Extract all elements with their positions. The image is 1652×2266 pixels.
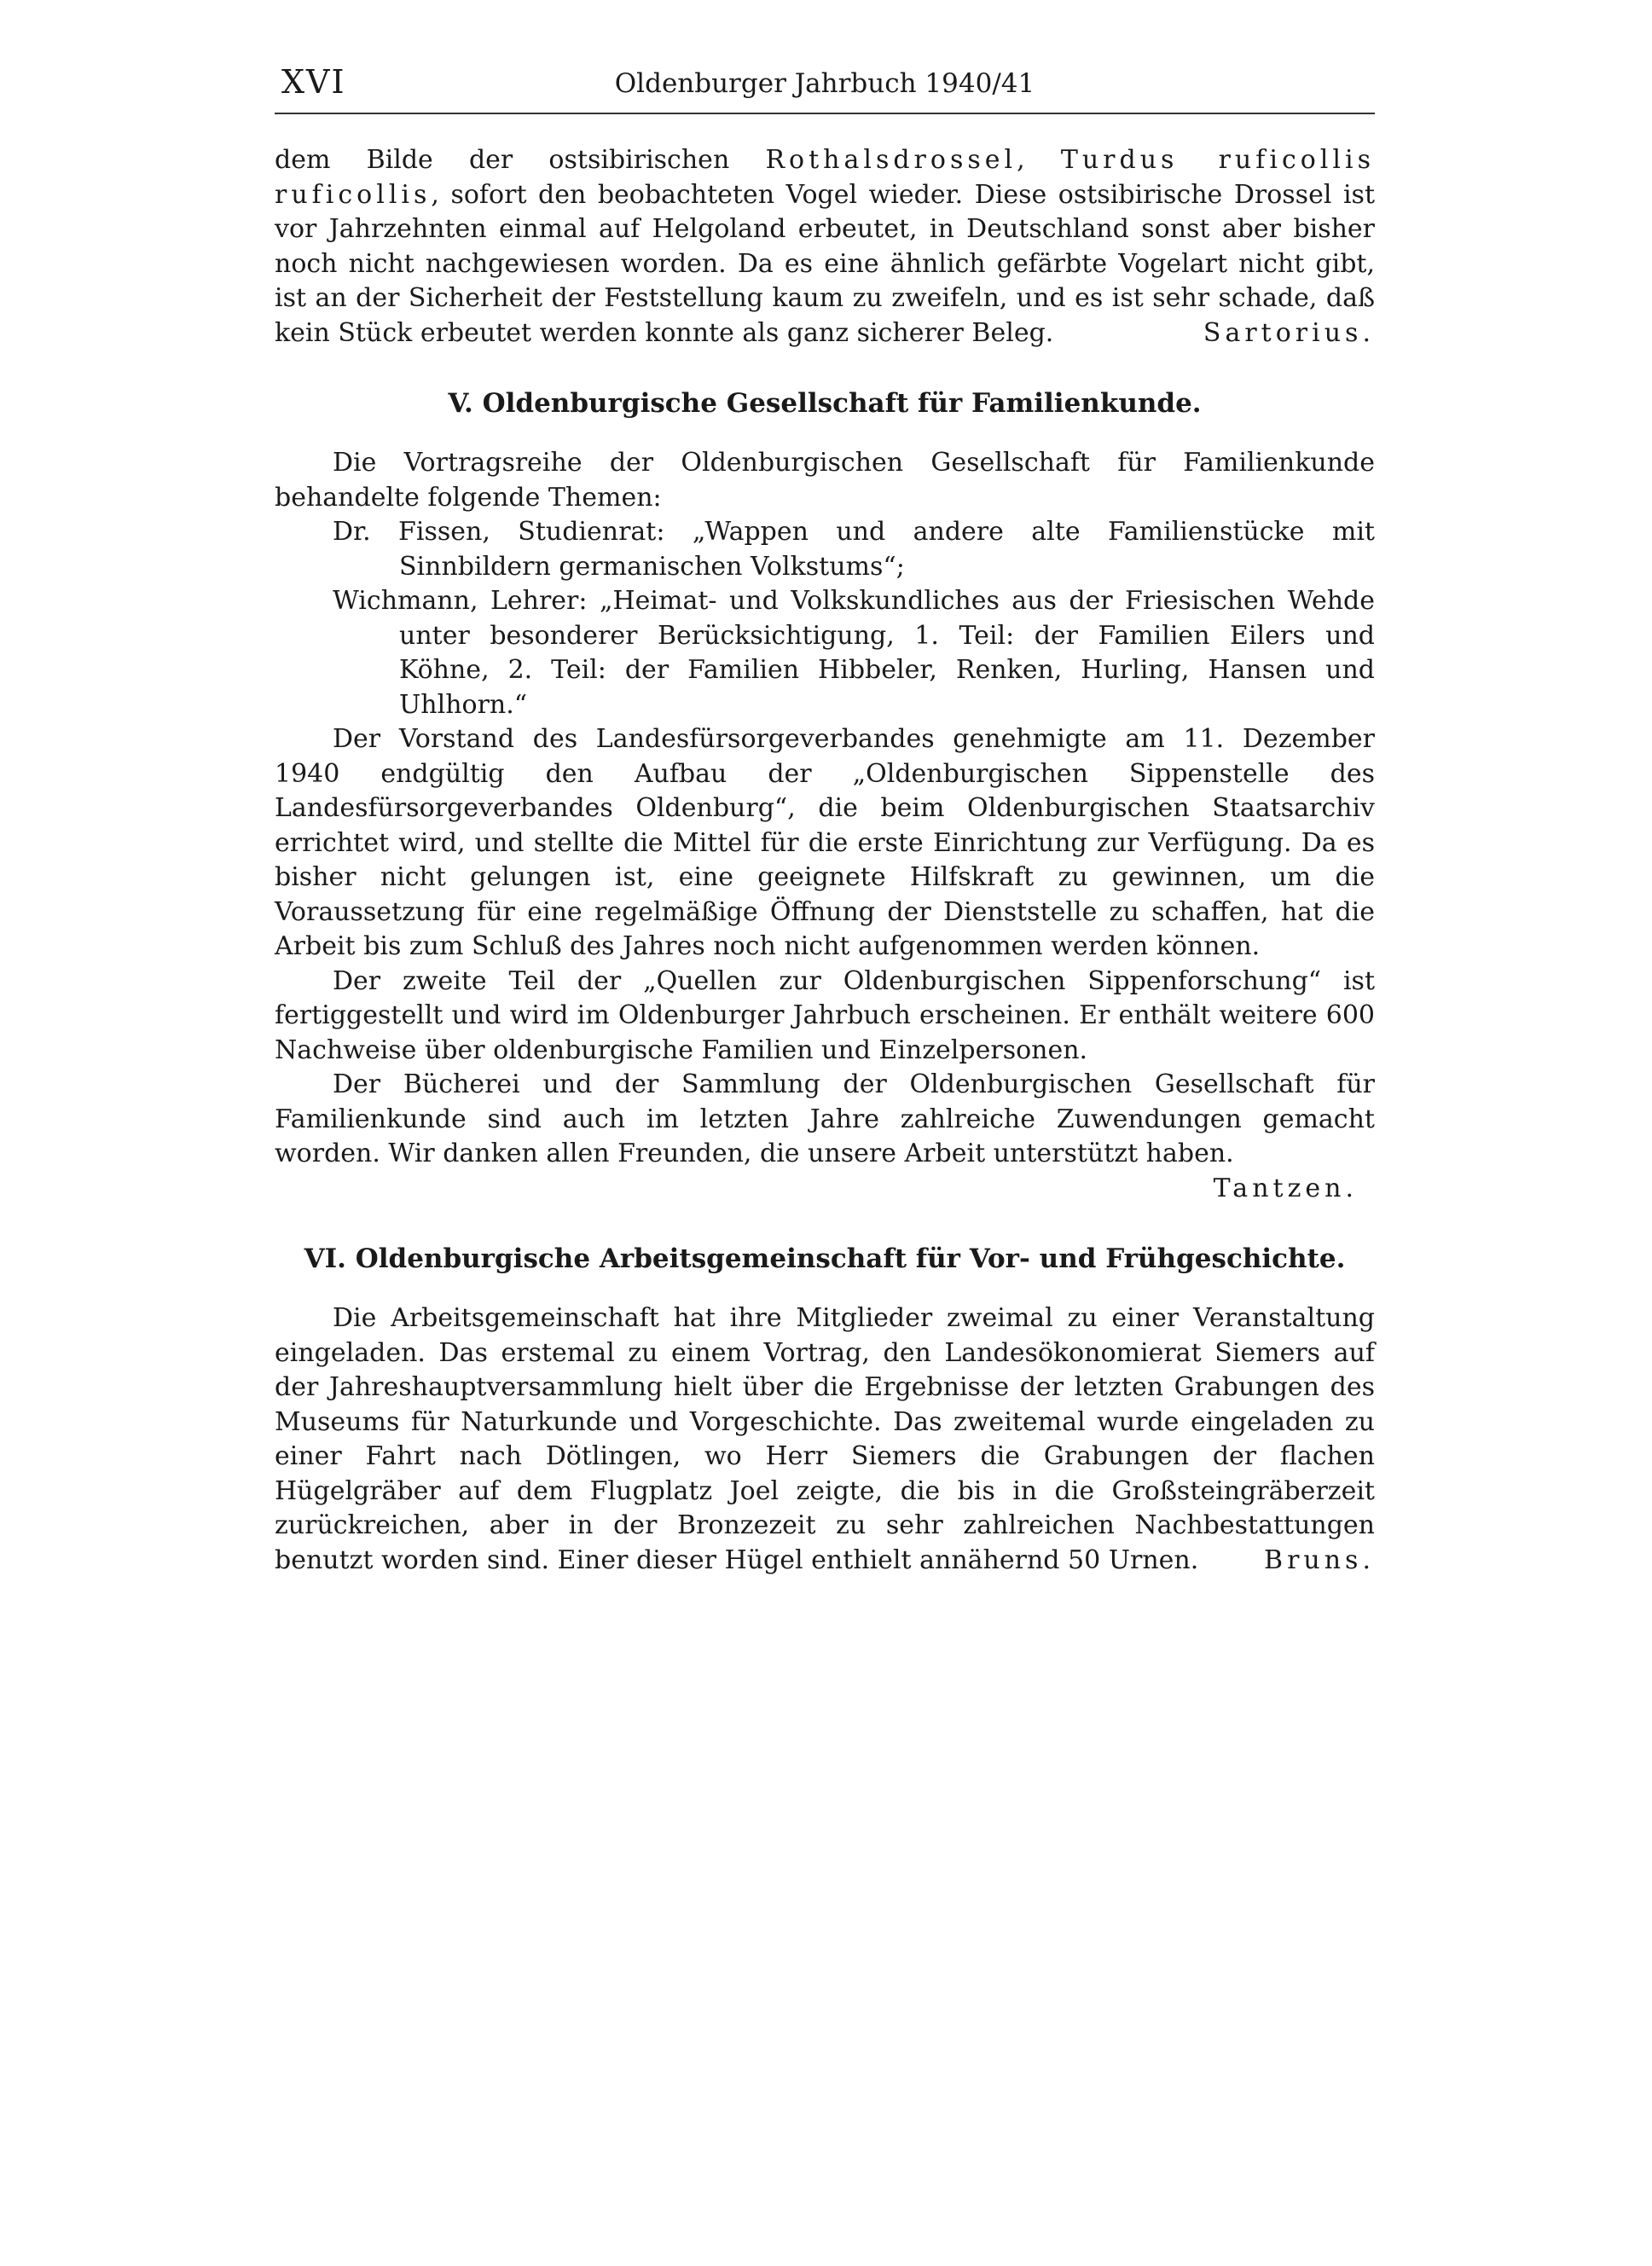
journal-title: Oldenburger Jahrbuch 1940/41 [614, 68, 1035, 99]
running-head [275, 60, 1375, 114]
intro-text-a: dem Bilde der ostsibirischen [275, 145, 766, 175]
section-vi-heading: VI. Oldenburgische Arbeitsgemeinschaft für Vor- und Frühgeschichte. [304, 1243, 1346, 1274]
intro-text-c: , sofort den beobachteten Vogel wieder. Diese ostsibirische Drossel ist vor Jahrzehnten einmal auf Helgoland erbeutet, in Deutschland sonst aber bisher noch nicht nachgewiesen worden. Da es eine ähnlich gefärbte Vogelart nicht gibt, ist an der Sicherheit der Feststellung kaum zu zweifeln, und es ist sehr schade, daß kein Stück erbeutet werden konnte als ganz sicherer Beleg. [275, 179, 1375, 348]
page-number: XVI [281, 63, 346, 101]
signature-sartorius: Sartorius. [1203, 317, 1375, 348]
section-v-item1: Dr. Fissen, Studienrat: „Wappen und andere alte Familienstücke mit Sinnbildern germanischen Volkstums“; [333, 517, 1375, 582]
species-name: Rothalsdrossel [765, 145, 1017, 175]
section-v-para3: Der zweite Teil der „Quellen zur Oldenburgischen Sippenforschung“ ist fertiggestellt und wird im Oldenburger Jahrbuch erscheinen. Er enthält weitere 600 Nachweise über oldenburgische Familien und Einzelpersonen. [275, 965, 1375, 1065]
section-v-heading: V. Oldenburgische Gesellschaft für Familienkunde. [448, 388, 1202, 419]
signature-tantzen: Tantzen. [1213, 1173, 1358, 1203]
section-v-para2: Der Vorstand des Landesfürsorgeverbandes genehmigte am 11. Dezember 1940 endgültig den Aufbau der „Oldenburgischen Sippenstelle des Landesfürsorgeverbandes Oldenburg“, die beim Oldenburgischen Staatsarchiv errichtet wird, und stellte die Mittel für die erste Einrichtung zur Verfügung. Da es bisher nicht gelungen ist, eine geeignete Hilfskraft zu gewinnen, um die Voraussetzung für eine regelmäßige Öffnung der Dienststelle zu schaffen, hat die Arbeit bis zum Schluß des Jahres noch nicht aufgenommen werden können. [275, 724, 1375, 961]
book-page [275, 60, 1375, 1578]
section-vi-text: Die Arbeitsgemeinschaft hat ihre Mitglieder zweimal zu einer Veranstaltung eingeladen. Das erstemal zu einem Vortrag, den Landesökonomierat Siemers auf der Jahreshauptversammlung hielt über die Ergebnisse der letzten Grabungen des Museums für Naturkunde und Vorgeschichte. Das zweitemal wurde eingeladen zu einer Fahrt nach Dötlingen, wo Herr Siemers die Grabungen der flachen Hügelgräber auf dem Flugplatz Joel zeigte, die bis in die Großsteingräberzeit zurückreichen, aber in der Bronzezeit zu sehr zahlreichen Nachbestattungen benutzt worden sind. Einer dieser Hügel enthielt annähernd 50 Urnen. [275, 1303, 1375, 1575]
section-v-item2: Wichmann, Lehrer: „Heimat- und Volkskundliches aus der Friesischen Wehde unter besonderer Berücksichtigung, 1. Teil: der Familien Eilers und Köhne, 2. Teil: der Familien Hibbeler, Renken, Hurling, Hansen und Uhlhorn.“ [333, 586, 1375, 720]
section-v-para1: Die Vortragsreihe der Oldenburgischen Gesellschaft für Familienkunde behandelte folgende Themen: [275, 448, 1375, 513]
section-v-para4: Der Bücherei und der Sammlung der Oldenburgischen Gesellschaft für Familienkunde sind auch im letzten Jahre zahlreiche Zuwendungen gemacht worden. Wir danken allen Freunden, die unsere Arbeit unterstützt haben. [275, 1069, 1375, 1168]
section-vi-para1 [275, 1301, 1375, 1578]
intro-text-b: , [1017, 145, 1061, 175]
intro-paragraph [275, 143, 1375, 351]
latin-name: Turdus ruficollis ruficollis [275, 145, 1375, 210]
signature-bruns: Bruns. [1264, 1544, 1375, 1575]
